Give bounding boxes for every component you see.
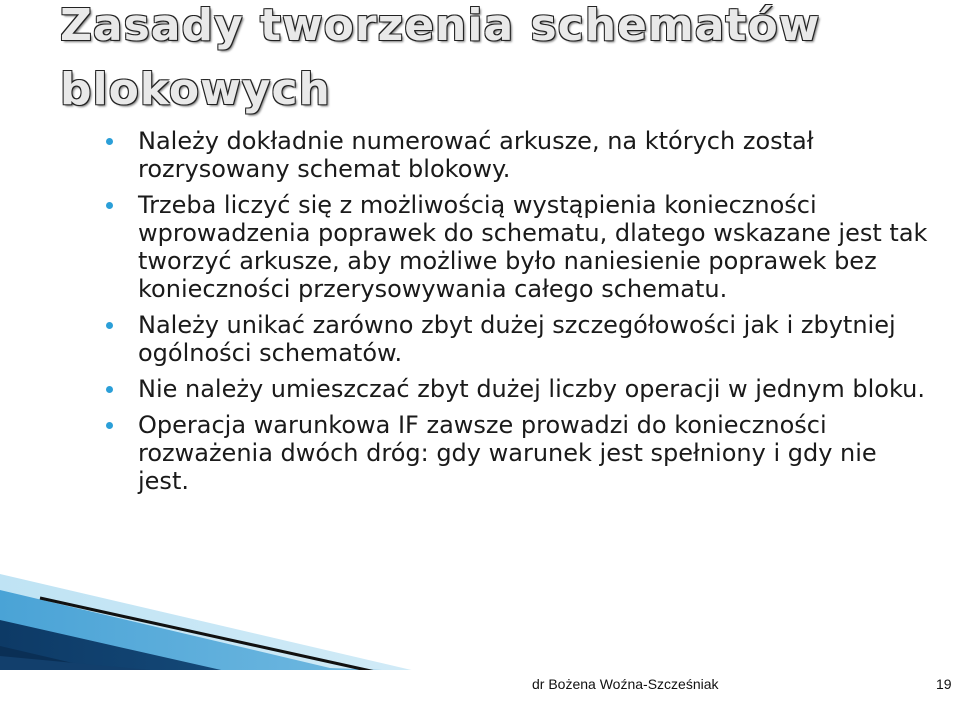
- bullet-item: [103, 411, 933, 495]
- bullet-item: [103, 375, 933, 403]
- page-number: 19: [936, 676, 952, 692]
- bullet-item: [103, 127, 933, 183]
- bullet-text: Operacja warunkowa IF zawsze prowadzi do konieczności rozważenia dwóch dróg: gdy warunek jest spełniony i gdy nie jest.: [138, 411, 877, 495]
- bullet-dot-icon: [106, 386, 113, 393]
- bullet-dot-icon: [106, 422, 113, 429]
- bullet-text: Należy unikać zarówno zbyt dużej szczegółowości jak i zbytniej ogólności schematów.: [138, 311, 896, 367]
- bullet-item: [103, 311, 933, 367]
- bullet-text: Należy dokładnie numerować arkusze, na których został rozrysowany schemat blokowy.: [138, 127, 814, 183]
- bullet-list: [103, 127, 933, 503]
- decorative-waves: [0, 560, 960, 706]
- footer-author: dr Bożena Woźna-Szcześniak: [532, 676, 719, 692]
- bullet-dot-icon: [106, 202, 113, 209]
- bullet-text: Nie należy umieszczać zbyt dużej liczby operacji w jednym bloku.: [138, 375, 925, 403]
- bullet-text: Trzeba liczyć się z możliwością wystąpienia konieczności wprowadzenia poprawek do schematu, dlatego wskazane jest tak tworzyć arkusze, aby możliwe było naniesienie poprawek bez konieczności przerysowywania całego schematu.: [138, 191, 928, 303]
- bullet-dot-icon: [106, 138, 113, 145]
- slide-title: Zasady tworzenia schematów blokowych: [60, 0, 821, 115]
- bullet-dot-icon: [106, 322, 113, 329]
- bullet-item: [103, 191, 933, 303]
